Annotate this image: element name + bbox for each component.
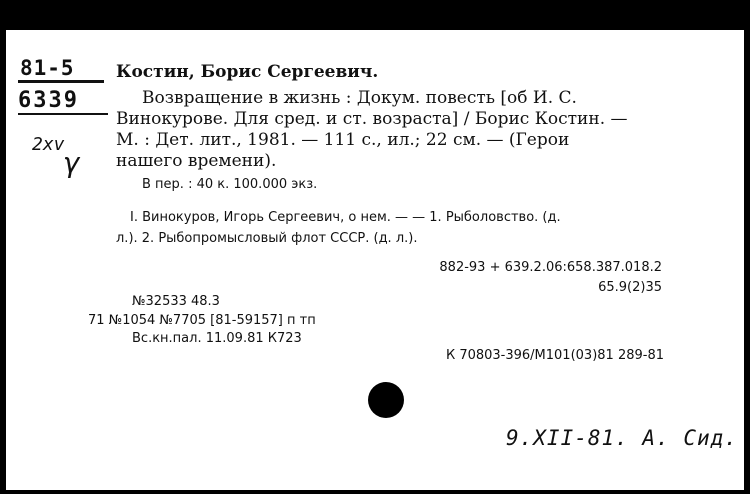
catalog-card (6, 30, 744, 490)
code-line: №32533 48.3 (132, 294, 220, 309)
classification-line: 65.9(2)35 (598, 280, 662, 295)
code-line: К 70803-396/М101(03)81 289-81 (445, 348, 664, 363)
description-line: Возвращение в жизнь : Докум. повесть [об И. С. (142, 88, 577, 108)
subject-line: л.). 2. Рыбопромысловый флот СССР. (д. л.). (116, 231, 418, 246)
description-line: М. : Дет. лит., 1981. — 111 с., ил.; 22 см. — (Герои (116, 130, 570, 150)
handwritten-mark: 2xv (32, 134, 65, 155)
classification-line: 882-93 + 639.2.06:658.387.018.2 (439, 260, 662, 275)
call-number-underline (18, 80, 104, 83)
subject-line: I. Винокуров, Игорь Сергеевич, о нем. — — 1. Рыболовство. (д. (130, 210, 561, 225)
price-edition: В пер. : 40 к. 100.000 экз. (142, 177, 318, 192)
code-line: Вс.кн.пал. 11.09.81 К723 (132, 331, 302, 346)
call-number-handwritten: 81-5 (20, 56, 75, 80)
description-line: нашего времени). (116, 151, 277, 171)
description-line: Винокурове. Для сред. и ст. возраста] / Борис Костин. — (116, 109, 628, 129)
handwritten-date-signature: 9.XII-81. А. Сид. (506, 426, 738, 450)
code-line: 71 №1054 №7705 [81-59157] п тп (88, 313, 316, 328)
punch-hole (368, 382, 404, 418)
inventory-number-underline (18, 113, 108, 115)
handwritten-mark-2: γ (64, 146, 81, 179)
author-heading: Костин, Борис Сергеевич. (116, 62, 379, 82)
inventory-number-handwritten: 6339 (18, 88, 79, 113)
